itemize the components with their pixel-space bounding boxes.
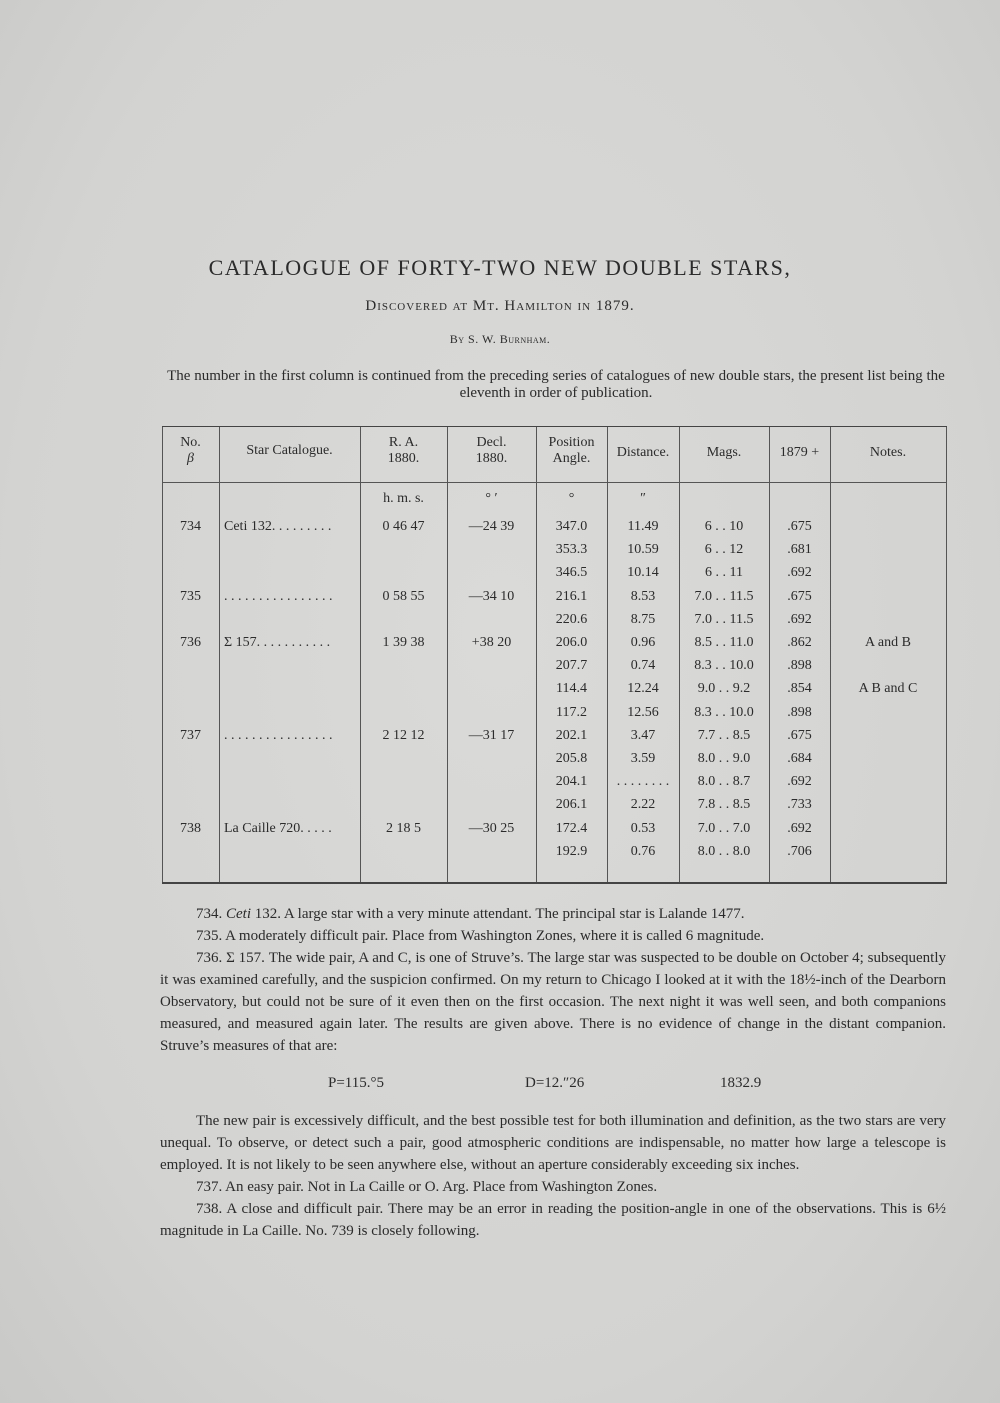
note-736-continued: The new pair is excessively difficult, and the best possible test for both illumination and definition, as the two stars are very unequal. To observe, or detect such a pair, good atmospheric conditions are indispensable, no matter how large a telescope is employed. It is not likely to be seen anywhere else, without an aperture considerably exceeding six inches.	[160, 1113, 946, 1173]
cell-distance: 3.59	[630, 751, 656, 766]
cell-pa: 206.1	[555, 797, 588, 813]
cell-epoch: .898	[787, 704, 812, 720]
cell-epoch: .681	[787, 542, 812, 558]
cell-decl: —30 25	[468, 820, 515, 836]
cell-pa: 206.0	[555, 635, 588, 650]
cell-mags: 8.3 . . 10.0	[694, 704, 754, 720]
cell-ra: 2 18 5	[386, 820, 421, 836]
cell-distance: 8.75	[630, 611, 656, 627]
cell-star: Ceti 132. . . . . . . . .	[224, 519, 332, 534]
cell-note: A B and C	[858, 681, 918, 697]
header-position-angle: Position Angle.	[548, 435, 595, 466]
cell-pa: 192.9	[555, 843, 588, 859]
cell-epoch: .862	[787, 635, 812, 650]
cell-mags: 7.7 . . 8.5	[697, 727, 751, 743]
cell-epoch: .692	[787, 820, 812, 836]
cell-distance: 0.76	[630, 843, 656, 859]
cell-mags: 7.8 . . 8.5	[697, 797, 751, 813]
cell-ra: 1 39 38	[382, 635, 425, 650]
cell-distance: 2.22	[630, 797, 656, 813]
cell-distance: 12.56	[627, 704, 659, 720]
cell-pa: 207.7	[555, 658, 588, 674]
formula-distance: D=12.″26	[525, 1075, 585, 1091]
cell-pa: 204.1	[555, 774, 588, 790]
cell-decl: —34 10	[468, 588, 515, 604]
cell-pa: 205.8	[555, 751, 588, 766]
cell-pa: 216.1	[555, 588, 588, 604]
header-decl: Decl. 1880.	[475, 435, 508, 466]
cell-note: A and B	[865, 635, 911, 650]
formula-year: 1832.9	[720, 1075, 762, 1091]
cell-no: 734	[180, 519, 201, 534]
notes-section	[160, 903, 946, 1057]
note-736: 736. Σ 157. The wide pair, A and C, is one of Struve’s. The large star was suspected to be double on October 4; subsequently it was examined carefully, and the suspicion confirmed. On my return to Chicago I looked at it with the 18½-inch of the Dearborn Observatory, but could not be sure of it even then on the first occasion. The next night it was well seen, and both companions measured, and measured again later. The results are given above. There is no evidence of change in the distant companion. Struve’s measures of that are:	[160, 950, 946, 1054]
cell-star: La Caille 720. . . . .	[224, 820, 332, 836]
cell-epoch: .692	[787, 774, 812, 790]
cell-mags: 8.5 . . 11.0	[694, 635, 754, 650]
cell-epoch: .733	[787, 797, 812, 813]
intro-paragraph: The number in the first column is continued from the preceding series of catalogues of new double stars, the present list being the eleventh in order of publication.	[167, 368, 945, 401]
cell-pa: 347.0	[555, 519, 588, 534]
page-title: CATALOGUE OF FORTY-TWO NEW DOUBLE STARS,	[208, 255, 792, 280]
cell-decl: +38 20	[471, 635, 512, 650]
cell-pa: 117.2	[556, 704, 587, 720]
cell-epoch: .898	[787, 658, 812, 674]
note-735: 735. A moderately difficult pair. Place from Washington Zones, where it is called 6 magnitude.	[196, 928, 765, 944]
cell-pa: 172.4	[555, 820, 588, 836]
header-star-catalogue: Star Catalogue.	[246, 443, 333, 458]
header-ra: R. A. 1880.	[387, 435, 420, 466]
page-subtitle: Discovered at Mt. Hamilton in 1879.	[365, 298, 635, 314]
cell-distance: 3.47	[630, 727, 656, 743]
cell-mags: 8.0 . . 8.7	[697, 774, 751, 790]
header-no: No. β	[180, 435, 201, 466]
cell-distance: 11.49	[627, 519, 659, 534]
formula-position: P=115.°5	[328, 1075, 384, 1091]
unit-distance: ″	[640, 491, 646, 506]
cell-distance: 0.74	[630, 658, 656, 674]
cell-pa: 202.1	[555, 727, 588, 743]
cell-epoch: .692	[787, 611, 812, 627]
cell-star: . . . . . . . . . . . . . . . .	[224, 588, 333, 604]
cell-mags: 6 . . 12	[704, 542, 744, 558]
cell-ra: 0 58 55	[382, 588, 425, 604]
cell-distance: . . . . . . . .	[616, 774, 670, 790]
double-star-table	[162, 426, 947, 884]
cell-distance: 8.53	[630, 588, 656, 604]
cell-no: 738	[180, 820, 201, 836]
cell-mags: 8.0 . . 9.0	[697, 751, 751, 766]
cell-no: 737	[180, 727, 201, 743]
cell-pa: 346.5	[555, 565, 588, 581]
unit-decl: ° ′	[485, 491, 498, 506]
cell-mags: 7.0 . . 11.5	[694, 588, 754, 604]
notes-section-2	[160, 1110, 946, 1242]
cell-mags: 8.0 . . 8.0	[697, 843, 751, 859]
header-notes: Notes.	[869, 445, 907, 460]
cell-epoch: .706	[787, 843, 812, 859]
cell-no: 736	[180, 635, 201, 650]
cell-distance: 12.24	[627, 681, 659, 697]
cell-pa: 353.3	[555, 542, 588, 558]
cell-mags: 7.0 . . 11.5	[694, 611, 754, 627]
cell-star: Σ 157. . . . . . . . . . .	[224, 635, 331, 650]
note-734: 734. Ceti 132. A large star with a very minute attendant. The principal star is Lalande 1477.	[196, 906, 745, 922]
cell-decl: —31 17	[468, 727, 515, 743]
cell-epoch: .675	[787, 519, 812, 534]
author-byline: By S. W. Burnham.	[449, 332, 551, 346]
cell-epoch: .675	[787, 588, 812, 604]
cell-ra: 0 46 47	[382, 519, 425, 534]
note-738: 738. A close and difficult pair. There may be an error in reading the position-angle in one of the observations. This is 6½ magnitude in La Caille. No. 739 is closely following.	[160, 1201, 946, 1239]
header-mags: Mags.	[706, 445, 742, 460]
header-distance: Distance.	[616, 445, 670, 460]
cell-epoch: .684	[787, 751, 812, 766]
cell-mags: 7.0 . . 7.0	[697, 820, 751, 836]
cell-no: 735	[180, 588, 201, 604]
cell-mags: 8.3 . . 10.0	[694, 658, 754, 674]
cell-epoch: .854	[787, 681, 812, 697]
cell-decl: —24 39	[468, 519, 515, 534]
cell-mags: 6 . . 11	[705, 565, 743, 581]
unit-ra: h. m. s.	[383, 491, 424, 506]
cell-epoch: .675	[787, 727, 812, 743]
cell-distance: 0.53	[630, 820, 656, 836]
note-737: 737. An easy pair. Not in La Caille or O. Arg. Place from Washington Zones.	[196, 1179, 658, 1195]
header-epoch: 1879 +	[779, 445, 820, 460]
cell-pa: 220.6	[555, 611, 588, 627]
cell-star: . . . . . . . . . . . . . . . .	[224, 727, 333, 743]
cell-distance: 0.96	[630, 635, 656, 650]
cell-distance: 10.59	[627, 542, 659, 558]
cell-pa: 114.4	[556, 681, 587, 697]
unit-pa: °	[568, 491, 575, 506]
cell-mags: 9.0 . . 9.2	[697, 681, 751, 697]
cell-epoch: .692	[787, 565, 812, 581]
cell-mags: 6 . . 10	[704, 519, 744, 534]
cell-ra: 2 12 12	[382, 727, 425, 743]
cell-distance: 10.14	[627, 565, 659, 581]
